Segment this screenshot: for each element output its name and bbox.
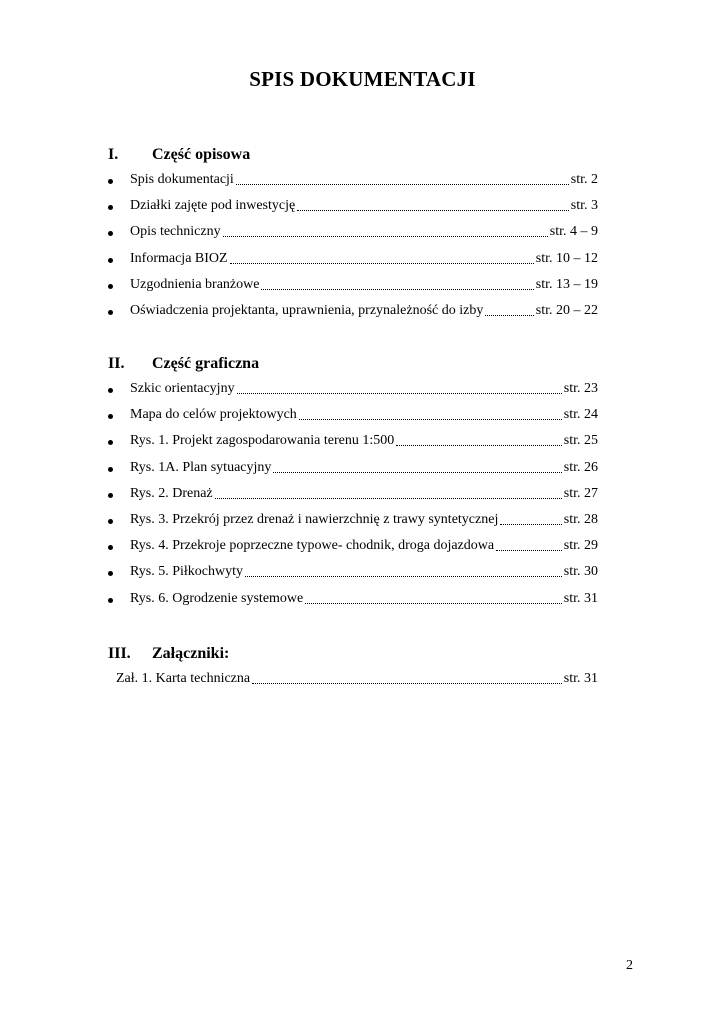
dot-leader (223, 236, 548, 237)
toc-item-page: str. 27 (563, 485, 598, 501)
toc-item-page: str. 24 (563, 407, 598, 423)
toc-item-page: str. 31 (563, 671, 598, 686)
bullet-icon (108, 493, 113, 498)
dot-leader (237, 393, 562, 394)
bullet-icon (108, 571, 113, 576)
toc-item-label: Uzgodnienia branżowe (130, 276, 260, 292)
toc-item (0, 668, 725, 694)
toc-item-label: Rys. 2. Drenaż (130, 485, 213, 501)
toc-item-label: Rys. 1. Projekt zagospodarowania terenu 1:500 (130, 433, 395, 449)
toc-item (0, 509, 725, 535)
dot-leader (261, 289, 533, 290)
toc-item-label: Działki zajęte pod inwestycję (130, 198, 296, 214)
toc-item (0, 561, 725, 587)
bullet-icon (108, 231, 113, 236)
toc-item-page: str. 20 – 22 (535, 302, 598, 318)
dot-leader (485, 315, 533, 316)
toc-item-label: Szkic orientacyjny (130, 381, 235, 396)
toc-item-label: Rys. 5. Piłkochwyty (130, 564, 244, 580)
bullet-icon (108, 388, 113, 393)
section-number: I. (108, 146, 119, 163)
toc-item (0, 300, 725, 326)
page-title: SPIS DOKUMENTACJI (249, 67, 476, 91)
bullet-icon (108, 310, 113, 315)
toc-item (0, 535, 725, 561)
toc-item (0, 588, 725, 614)
toc-item-page: str. 28 (563, 511, 598, 527)
section-number: III. (108, 645, 131, 662)
toc-item-page: str. 10 – 12 (535, 250, 598, 266)
toc-item-page: str. 2 (570, 172, 598, 187)
page-number: 2 (626, 958, 633, 973)
toc-item (0, 195, 725, 221)
bullet-icon (108, 258, 113, 263)
toc-item (0, 248, 725, 274)
bullet-icon (108, 414, 113, 419)
bullet-icon (108, 519, 113, 524)
toc-item-page: str. 30 (563, 564, 598, 580)
toc-item (0, 457, 725, 483)
bullet-icon (108, 179, 113, 184)
section-number: II. (108, 355, 125, 372)
toc-item-label: Spis dokumentacji (130, 172, 234, 187)
section-title: Załączniki: (152, 645, 230, 662)
bullet-icon (108, 545, 113, 550)
bullet-icon (108, 467, 113, 472)
toc-item (0, 378, 725, 404)
toc-item-label: Rys. 4. Przekroje poprzeczne typowe- chodnik, droga dojazdowa (130, 538, 495, 554)
toc-item-label: Informacja BIOZ (130, 250, 228, 266)
toc-item-page: str. 3 (570, 198, 598, 214)
section-heading (0, 645, 725, 665)
section-attachments (0, 645, 725, 694)
bullet-icon (108, 440, 113, 445)
bullet-icon (108, 598, 113, 603)
section-heading (0, 355, 725, 375)
toc-item-label: Zał. 1. Karta techniczna (116, 671, 251, 686)
toc-item-page: str. 31 (563, 590, 598, 606)
toc-item-page: str. 25 (563, 433, 598, 449)
toc-item-label: Rys. 6. Ogrodzenie systemowe (130, 590, 304, 606)
toc-item (0, 430, 725, 456)
section-graphic (0, 355, 725, 614)
dot-leader (230, 263, 534, 264)
dot-leader (299, 419, 562, 420)
toc-item-label: Opis techniczny (130, 224, 221, 240)
section-heading (0, 146, 725, 166)
dot-leader (500, 524, 561, 525)
toc-item (0, 483, 725, 509)
section-descriptive (0, 146, 725, 326)
toc-item (0, 221, 725, 247)
dot-leader (236, 184, 569, 185)
bullet-icon (108, 284, 113, 289)
toc-item (0, 169, 725, 195)
toc-item-label: Mapa do celów projektowych (130, 407, 297, 423)
dot-leader (496, 550, 562, 551)
dot-leader (273, 472, 561, 473)
dot-leader (252, 683, 562, 684)
toc-item (0, 404, 725, 430)
dot-leader (245, 576, 562, 577)
toc-item-page: str. 26 (563, 459, 598, 475)
bullet-icon (108, 205, 113, 210)
toc-item-page: str. 29 (563, 538, 598, 554)
dot-leader (297, 210, 569, 211)
section-title: Część graficzna (152, 355, 260, 372)
toc-item-label: Rys. 1A. Plan sytuacyjny (130, 459, 272, 475)
toc-item-label: Rys. 3. Przekrój przez drenaż i nawierzchnię z trawy syntetycznej (130, 511, 499, 527)
dot-leader (396, 445, 562, 446)
toc-item (0, 274, 725, 300)
toc-item-label: Oświadczenia projektanta, uprawnienia, przynależność do izby (130, 302, 484, 318)
toc-item-page: str. 4 – 9 (549, 224, 598, 240)
toc-item-page: str. 13 – 19 (535, 276, 598, 292)
dot-leader (305, 603, 562, 604)
section-title: Część opisowa (152, 146, 251, 163)
toc-item-page: str. 23 (563, 381, 598, 396)
dot-leader (215, 498, 562, 499)
